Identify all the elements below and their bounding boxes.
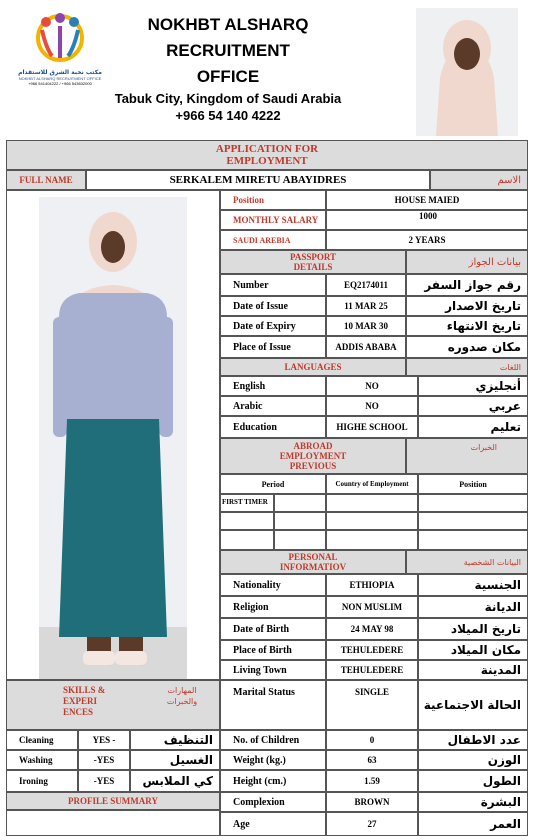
exp-row-1-country — [326, 494, 418, 512]
exp-row-1-position — [418, 494, 528, 512]
exp-row-1-period-b — [274, 494, 326, 512]
personal-row-1-value: ETHIOPIA — [326, 574, 418, 596]
skill-row-3-ar: كي الملابس — [130, 770, 220, 792]
logo-subtext: NOKHBT ALSHARQ RECRUITMENT OFFICE — [18, 76, 102, 81]
full-name-value: SERKALEM MIRETU ABAYIDRES — [86, 170, 430, 190]
passport-row-4-ar: مكان صدوره — [406, 336, 528, 358]
exp-row-3-period — [220, 530, 274, 550]
position-label: Position — [220, 190, 326, 210]
exp-row-3-position — [418, 530, 528, 550]
exp-row-2-period-b — [274, 512, 326, 530]
personal-row-6-value: SINGLE — [326, 680, 418, 730]
skills-title-cell — [6, 680, 220, 730]
personal-row-10-label: Complexion — [220, 792, 326, 812]
exp-col-period: Period — [220, 474, 326, 494]
full-name-ar: الاسم — [430, 170, 528, 190]
personal-row-4-ar: مكان الميلاد — [418, 640, 528, 660]
passport-row-2-label: Date of Issue — [220, 296, 326, 316]
passport-row-3-label: Date of Expiry — [220, 316, 326, 336]
personal-row-2-value: NON MUSLIM — [326, 596, 418, 618]
skill-row-1-ar: التنظيف — [130, 730, 220, 750]
passport-row-1-value: EQ2174011 — [326, 274, 406, 296]
full-name-label: FULL NAME — [6, 170, 86, 190]
personal-row-9-value: 1.59 — [326, 770, 418, 792]
salary-value: 1000 — [326, 210, 528, 230]
personal-row-8-value: 63 — [326, 750, 418, 770]
passport-title-ar: بيانات الجواز — [406, 250, 528, 274]
language-row-2-label: Arabic — [220, 396, 326, 416]
company-name-line2: RECRUITMENT — [166, 41, 290, 60]
personal-row-6-ar: الحالة الاجتماعية — [418, 680, 528, 730]
exp-row-1-period: FIRST TIMER — [220, 494, 274, 512]
personal-row-9-label: Height (cm.) — [220, 770, 326, 792]
skill-row-2-ar: الغسيل — [130, 750, 220, 770]
form-title: APPLICATION FOR EMPLOYMENT — [6, 140, 528, 170]
personal-row-11-label: Age — [220, 812, 326, 836]
exp-row-2-position — [418, 512, 528, 530]
header — [0, 0, 534, 140]
passport-row-1-label: Number — [220, 274, 326, 296]
exp-col-country: Country of Employment — [326, 474, 418, 494]
exp-row-2-country — [326, 512, 418, 530]
skill-row-1-label: Cleaning — [6, 730, 78, 750]
personal-row-2-ar: الديانة — [418, 596, 528, 618]
company-city: Tabuk City, Kingdom of Saudi Arabia — [114, 91, 342, 106]
passport-row-4-label: Place of Issue — [220, 336, 326, 358]
passport-row-2-ar: تاريخ الاصدار — [406, 296, 528, 316]
language-row-2-value: NO — [326, 396, 418, 416]
personal-title: PERSONAL INFORMATIOV — [220, 550, 406, 574]
personal-row-1-ar: الجنسية — [418, 574, 528, 596]
skill-row-3-value: -YES — [78, 770, 130, 792]
passport-row-4-value: ADDIS ABABA — [326, 336, 406, 358]
passport-row-3-value: 10 MAR 30 — [326, 316, 406, 336]
saudi-label: SAUDI AREBIA — [220, 230, 326, 250]
left-photo-frame — [6, 190, 220, 680]
languages-title-ar: اللغات — [406, 358, 528, 376]
passport-row-2-value: 11 MAR 25 — [326, 296, 406, 316]
profile-summary-title: PROFILE SUMMARY — [6, 792, 220, 810]
personal-row-7-label: No. of Children — [220, 730, 326, 750]
passport-row-1-ar: رقم جواز السفر — [406, 274, 528, 296]
personal-row-4-value: TEHULEDERE — [326, 640, 418, 660]
salary-label: MONTHLY SALARY — [220, 210, 326, 230]
personal-row-6-label: Marital Status — [220, 680, 326, 730]
language-row-1-label: English — [220, 376, 326, 396]
logo-phones: +966 541404222 / +966 543632000 — [28, 81, 92, 86]
company-name-line1: NOKHBT ALSHARQ — [147, 15, 309, 34]
language-row-2-ar: عربي — [418, 396, 528, 416]
exp-row-3-country — [326, 530, 418, 550]
full-body-photo — [39, 197, 187, 679]
personal-row-8-label: Weight (kg.) — [220, 750, 326, 770]
personal-row-2-label: Religion — [220, 596, 326, 618]
portrait-photo — [416, 8, 518, 136]
languages-title: LANGUAGES — [220, 358, 406, 376]
personal-row-7-ar: عدد الاطفال — [418, 730, 528, 750]
personal-row-5-label: Living Town — [220, 660, 326, 680]
personal-row-4-label: Place of Birth — [220, 640, 326, 660]
language-row-3-label: Education — [220, 416, 326, 438]
company-name-line3: OFFICE — [196, 67, 260, 86]
skill-row-1-value: YES - — [78, 730, 130, 750]
exp-row-3-period-b — [274, 530, 326, 550]
personal-row-3-label: Date of Birth — [220, 618, 326, 640]
exp-col-position: Position — [418, 474, 528, 494]
language-row-1-value: NO — [326, 376, 418, 396]
position-value: HOUSE MAIED — [326, 190, 528, 210]
personal-row-9-ar: الطول — [418, 770, 528, 792]
personal-row-5-value: TEHULEDERE — [326, 660, 418, 680]
skill-row-2-value: -YES — [78, 750, 130, 770]
passport-title: PASSPORT DETAILS — [220, 250, 406, 274]
passport-row-3-ar: تاريخ الانتهاء — [406, 316, 528, 336]
experience-title-ar: الخبرات — [406, 438, 528, 474]
personal-row-11-ar: العمر — [418, 812, 528, 836]
personal-title-ar: البيانات الشخصية — [406, 550, 528, 574]
personal-row-11-value: 27 — [326, 812, 418, 836]
personal-row-3-value: 24 MAY 98 — [326, 618, 418, 640]
personal-row-8-ar: الوزن — [418, 750, 528, 770]
language-row-3-ar: تعليم — [418, 416, 528, 438]
skills-title-ar: المهارات والخبرات — [166, 686, 198, 706]
personal-row-5-ar: المدينة — [418, 660, 528, 680]
company-logo — [16, 8, 104, 88]
skill-row-3-label: Ironing — [6, 770, 78, 792]
exp-row-2-period — [220, 512, 274, 530]
personal-row-3-ar: تاريخ الميلاد — [418, 618, 528, 640]
logo-figures-icon — [16, 8, 104, 64]
personal-row-7-value: 0 — [326, 730, 418, 750]
personal-row-1-label: Nationality — [220, 574, 326, 596]
language-row-3-value: HIGHE SCHOOL — [326, 416, 418, 438]
skills-title: SKILLS & EXPERI ENCES — [63, 685, 106, 717]
personal-row-10-ar: البشرة — [418, 792, 528, 812]
logo-text: مكتب نخبة الشرق للاستقدام — [18, 69, 102, 76]
language-row-1-ar: أنجليزي — [418, 376, 528, 396]
profile-summary-box — [6, 810, 220, 836]
saudi-value: 2 YEARS — [326, 230, 528, 250]
skill-row-2-label: Washing — [6, 750, 78, 770]
personal-row-10-value: BROWN — [326, 792, 418, 812]
company-phone: +966 54 140 4222 — [175, 108, 281, 123]
experience-title: ABROAD EMPLOYMENT PREVIOUS — [220, 438, 406, 474]
